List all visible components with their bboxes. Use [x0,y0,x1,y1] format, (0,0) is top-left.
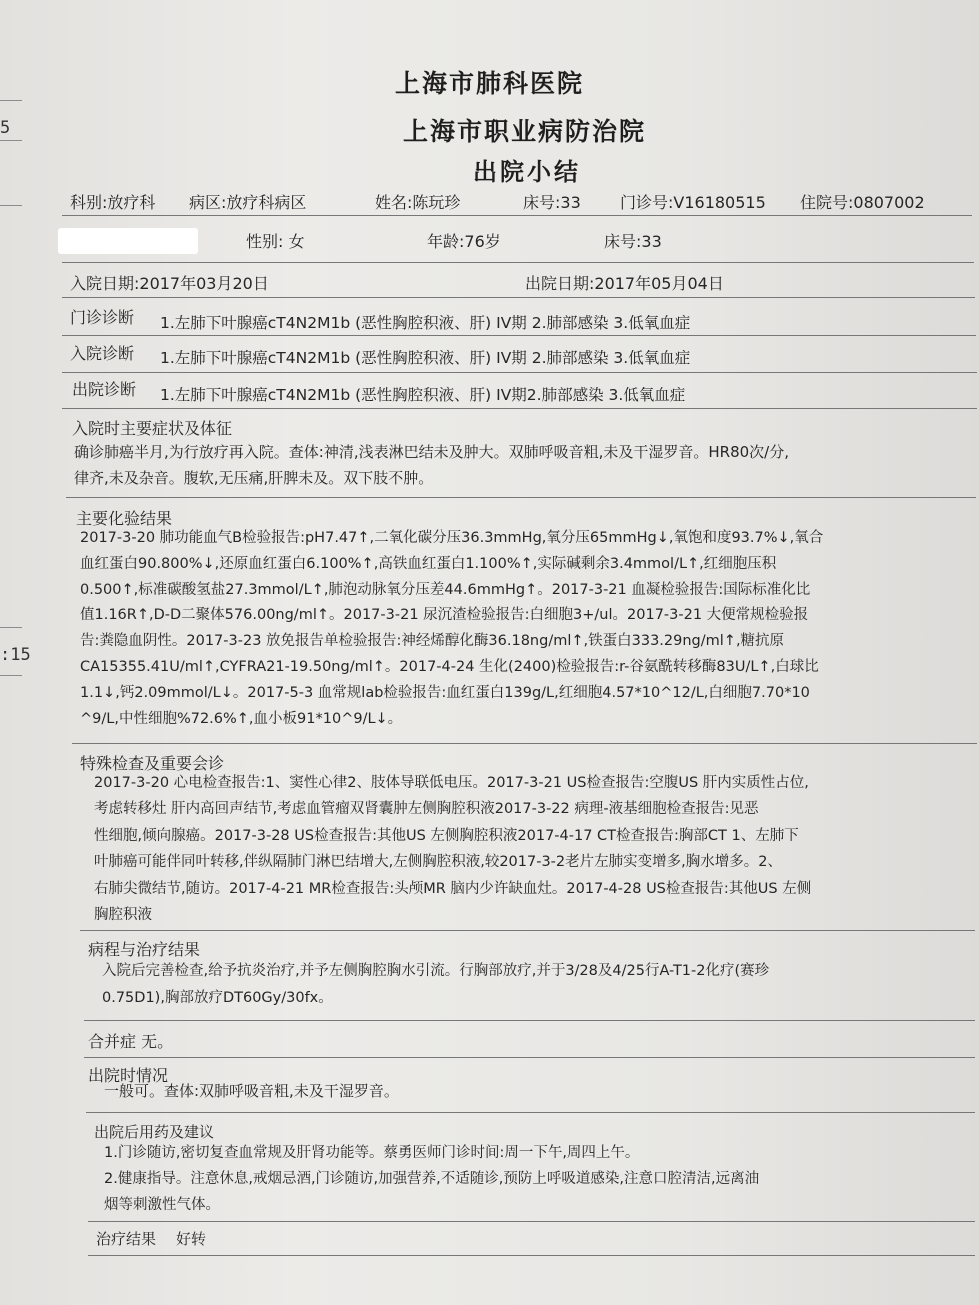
bed-field-2: 床号:33 [604,232,662,251]
age-field: 年龄:76岁 [427,232,501,251]
text-line: 性细胞,倾向腺癌。2017-3-28 US检查报告:其他US 左侧胸腔积液2017-4-17 CT检查报告:胸部CT 1、左肺下 [94,827,799,844]
course-heading: 病程与治疗结果 [88,940,201,959]
divider [84,1057,975,1058]
text-line: 0.500↑,标准碳酸氢盐27.3mmol/L↑,肺泡动脉氧分压差44.6mmHg↑。2017-3-21 血凝检验报告:国际标准化比 [80,581,811,598]
special-exams-heading: 特殊检查及重要会诊 [80,754,225,773]
text-line: 1.1↓,钙2.09mmol/L↓。2017-5-3 血常规lab检验报告:血红蛋白139g/L,红细胞4.57*10^12/L,白细胞7.70*10 [80,684,810,701]
hospital-title: 上海市肺科医院 [394,69,584,98]
divider [62,215,972,216]
outcome-label: 治疗结果 [96,1230,157,1248]
text-line: 律齐,未及杂音。腹软,无压痛,肝脾未及。双下肢不肿。 [74,468,434,487]
discharge-status-heading: 出院时情况 [88,1066,169,1085]
symptoms-text [74,440,974,491]
margin-rule [0,100,22,101]
special-exams-text [94,770,974,928]
advice-heading: 出院后用药及建议 [94,1123,215,1141]
text-line: 确诊肺癌半月,为行放疗再入院。查体:神清,浅表淋巴结未及肿大。双肺呼吸音粗,未及干湿罗音。HR80次/分, [74,443,789,461]
divider [84,1020,975,1021]
margin-rule [0,627,22,628]
divider [66,497,976,498]
text-line: 告:粪隐血阴性。2017-3-23 放免报告单检验报告:神经烯醇化酶36.18ng/ml↑,铁蛋白333.29ng/ml↑,糖抗原 [80,633,785,650]
text-line: 入院后完善检查,给予抗炎治疗,并予左侧胸腔胸水引流。行胸部放疗,并于3/28及4/25行A-T1-2化疗(赛珍 [102,963,770,979]
admit-date: 入院日期:2017年03月20日 [70,274,269,293]
divider [62,297,975,298]
document-title: 出院小结 [473,158,581,186]
course-text [102,958,972,1012]
name-field: 姓名:陈玩珍 [375,193,461,212]
text-line: 2017-3-20 心电检查报告:1、窦性心律2、肢体导联低电压。2017-3-21 US检查报告:空腹US 肝内实质性占位, [94,775,809,791]
margin-rule [0,205,22,206]
divider [88,1221,975,1222]
discharge-date: 出院日期:2017年05月04日 [525,274,724,293]
text-line: 2.健康指导。注意休息,戒烟忌酒,门诊随访,加强营养,不适随诊,预防上呼吸道感染,注意口腔清洁,远离油 [104,1171,760,1187]
text-line: ^9/L,中性细胞%72.6%↑,血小板91*10^9/L↓。 [80,710,403,727]
ward-field: 病区:放疗科病区 [189,193,307,212]
text-line: 0.75D1),胸部放疗DT60Gy/30fx。 [102,990,333,1006]
text-line: 值1.16R↑,D-D二聚体576.00ng/ml↑。2017-3-21 尿沉渣检验报告:白细胞3+/ul。2017-3-21 大便常规检验报 [80,607,809,624]
text-line: 烟等刺激性气体。 [104,1197,220,1213]
divider [88,1255,975,1256]
complication-text: 合并症 无。 [88,1032,174,1051]
divider [80,930,975,931]
discharge-status-text: 一般可。查体:双肺呼吸音粗,未及干湿罗音。 [104,1082,399,1100]
text-line: CA15355.41U/ml↑,CYFRA21-19.50ng/ml↑。2017-4-24 生化(2400)检验报告:r-谷氨酰转移酶83U/L↑,白球比 [80,658,819,675]
text-line: 考虑转移灶 肝内高回声结节,考虑血管瘤双肾囊肿左侧胸腔积液2017-3-22 病理-液基细胞检查报告:见恶 [94,801,759,818]
dept-field: 科别:放疗科 [70,193,156,212]
clinic-number-field: 门诊号:V16180515 [620,193,766,212]
labs-text [80,526,975,732]
divider [62,262,974,263]
side-mark: 5 [0,118,11,138]
redaction-mark [58,228,198,254]
discharge-diagnosis-text: 1.左肺下叶腺癌cT4N2M1b (恶性胸腔积液、肝) IV期2.肺部感染 3.低氧血症 [160,386,686,404]
text-line: 2017-3-20 肺功能血气B检验报告:pH7.47↑,二氧化碳分压36.3mmHg,氧分压65mmHg↓,氧饱和度93.7%↓,氧合 [80,530,824,546]
institute-title: 上海市职业病防治院 [402,117,646,146]
text-line: 胸腔积液 [94,907,152,924]
outcome-value: 好转 [176,1230,207,1248]
advice-text [104,1140,974,1218]
admission-diagnosis-text: 1.左肺下叶腺癌cT4N2M1b (恶性胸腔积液、肝) IV期 2.肺部感染 3.低氧血症 [160,349,691,367]
admission-diagnosis-label: 入院诊断 [70,344,135,363]
side-mark: :15 [0,645,31,665]
labs-heading: 主要化验结果 [76,509,173,528]
bed-field: 床号:33 [523,193,581,212]
divider [62,335,976,336]
margin-rule [0,675,22,676]
divider [62,372,977,373]
divider [62,408,977,409]
discharge-diagnosis-label: 出院诊断 [72,380,137,399]
divider [86,1112,975,1113]
text-line: 血红蛋白90.800%↓,还原血红蛋白6.100%↑,高铁血红蛋白1.100%↑,实际碱剩余3.4mmol/L↑,红细胞压积 [80,555,777,572]
outpatient-diagnosis-text: 1.左肺下叶腺癌cT4N2M1b (恶性胸腔积液、肝) IV期 2.肺部感染 3.低氧血症 [160,314,691,332]
text-line: 1.门诊随访,密切复查血常规及肝肾功能等。蔡勇医师门诊时间:周一下午,周四上午。 [104,1145,640,1161]
text-line: 叶肺癌可能伴同叶转移,伴纵隔肺门淋巴结增大,左侧胸腔积液,较2017-3-2老片左肺实变增多,胸水增多。2、 [94,854,782,871]
symptoms-heading: 入院时主要症状及体征 [72,419,233,438]
text-line: 右肺尖微结节,随访。2017-4-21 MR检查报告:头颅MR 脑内少许缺血灶。2017-4-28 US检查报告:其他US 左侧 [94,880,812,897]
inpatient-number-field: 住院号:0807002 [800,193,925,212]
divider [72,743,977,744]
outpatient-diagnosis-label: 门诊诊断 [70,308,135,327]
gender-field: 性别: 女 [246,232,305,251]
